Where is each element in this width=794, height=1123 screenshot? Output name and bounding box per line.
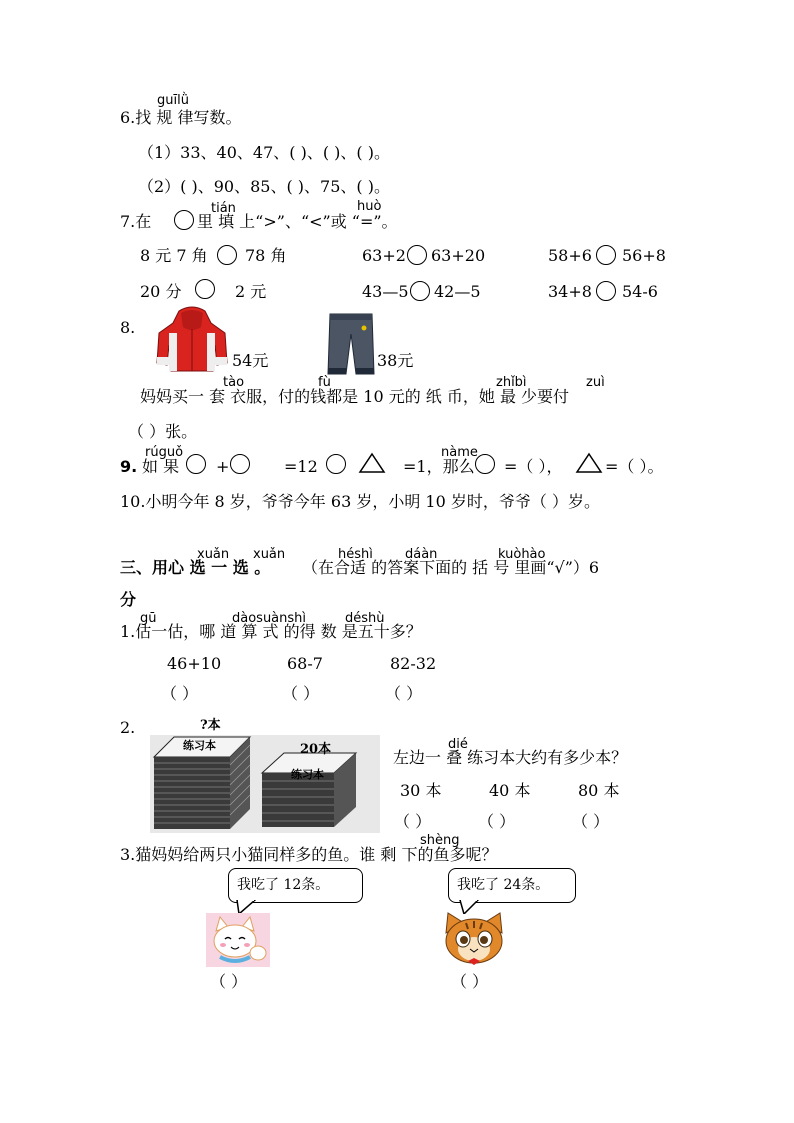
answer-paren[interactable]: （ ） — [385, 684, 423, 703]
speech-bubble — [448, 868, 576, 903]
q7-item-right: 54-6 — [622, 282, 658, 301]
pinyin-fu: fù — [318, 375, 331, 390]
compare-circle[interactable] — [596, 245, 616, 265]
q6-title: 6.找 规 律写数。 — [120, 108, 242, 127]
compare-circle[interactable] — [195, 279, 215, 299]
known-count-label: 20本 — [300, 742, 332, 757]
pinyin-die: dié — [448, 737, 468, 752]
q7-item-right: 78 角 — [245, 246, 287, 265]
q7-item-left: 63+2 — [362, 246, 406, 265]
circle-symbol — [326, 454, 346, 474]
s1-option: 82-32 — [390, 654, 437, 673]
compare-circle — [174, 210, 194, 230]
q9-answer2: =（ ）。 — [605, 457, 664, 476]
q7-item-right: 63+20 — [431, 246, 486, 265]
red-hoodie-icon — [155, 305, 229, 375]
unknown-count-label: ?本 — [200, 718, 221, 733]
price-hoodie: 54元 — [232, 351, 269, 370]
white-kitten-icon — [206, 913, 270, 967]
s2-question: 左边一 叠 练习本大约有多少本？ — [393, 748, 628, 767]
q6-line1: （1）33、40、47、( )、( )、( )。 — [138, 143, 390, 162]
s2-number: 2. — [120, 718, 136, 737]
q7-prefix: 7.在 — [120, 212, 152, 231]
q7-item-right: 2 元 — [235, 282, 267, 301]
q8-number: 8. — [120, 318, 136, 337]
q9-eq1: =1，那么 — [403, 457, 475, 476]
circle-symbol — [230, 454, 250, 474]
s2-option: 80 本 — [578, 781, 620, 800]
pinyin-gu: gū — [140, 611, 157, 626]
pinyin-heshi: héshì — [338, 547, 373, 562]
pinyin-zhibi: zhǐbì — [496, 375, 527, 390]
price-jeans: 38元 — [377, 351, 414, 370]
pinyin-xuan: xuǎn — [253, 547, 286, 562]
q7-item-right: 42—5 — [434, 282, 481, 301]
q10-text: 10.小明今年 8 岁，爷爷今年 63 岁，小明 10 岁时，爷爷（ ）岁。 — [120, 492, 600, 511]
speech-bubble — [228, 868, 363, 903]
answer-paren[interactable]: （ ） — [478, 812, 516, 831]
compare-circle[interactable] — [410, 281, 430, 301]
pinyin-xuan: xuǎn — [197, 547, 230, 562]
q7-item-left: 58+6 — [548, 246, 592, 265]
s1-option: 46+10 — [167, 654, 222, 673]
q9-plus: + — [216, 457, 230, 476]
orange-kitten-icon — [440, 911, 508, 969]
bubble-text: 我吃了 12条。 — [237, 877, 330, 893]
pinyin-tao: tào — [223, 375, 245, 390]
q7-item-left: 20 分 — [140, 282, 182, 301]
pinyin-guilv: guīlǜ — [157, 93, 189, 108]
triangle-symbol — [358, 452, 386, 474]
pinyin-tian: tián — [211, 201, 236, 216]
answer-paren[interactable]: （ ） — [282, 684, 320, 703]
compare-circle[interactable] — [217, 245, 237, 265]
section-score: 分 — [120, 590, 137, 609]
pinyin-zui: zuì — [586, 375, 605, 390]
pinyin-name: nàme — [441, 445, 478, 460]
pinyin-huo: huò — [357, 199, 382, 214]
q7-item-left: 8 元 7 角 — [140, 246, 208, 265]
pinyin-daosuanshi: dàosuànshì — [232, 611, 307, 626]
answer-paren[interactable]: （ ） — [210, 972, 248, 991]
pinyin-sheng: shèng — [420, 833, 460, 848]
answer-paren[interactable]: （ ） — [572, 812, 610, 831]
pinyin-kuohao: kuòhào — [498, 547, 546, 562]
pinyin-deshu: déshù — [345, 611, 385, 626]
section-instruction: （在合适 的答案下面的 括 号 里画“√”）6 — [302, 558, 600, 577]
circle-symbol — [475, 454, 495, 474]
q6-line2: （2）( )、90、85、( )、75、( )。 — [138, 177, 390, 196]
s1-title: 1.估一估，哪 道 算 式 的得 数 是五十多？ — [120, 622, 422, 641]
bubble-text: 我吃了 24条。 — [457, 877, 550, 893]
compare-circle[interactable] — [596, 281, 616, 301]
answer-paren[interactable]: （ ） — [394, 812, 432, 831]
notebook-label: 练习本 — [183, 739, 216, 752]
compare-circle[interactable] — [407, 245, 427, 265]
q7-item-left: 43—5 — [362, 282, 409, 301]
bubble-tail — [235, 900, 259, 914]
s2-option: 40 本 — [489, 781, 531, 800]
q7-item-right: 56+8 — [622, 246, 666, 265]
pinyin-daan: dáàn — [405, 547, 438, 562]
q8-text: 妈妈买一 套 衣服，付的钱都是 10 元的 纸 币，她 最 少要付 — [140, 387, 570, 406]
answer-paren[interactable]: （ ） — [451, 972, 489, 991]
s2-option: 30 本 — [400, 781, 442, 800]
notebook-label: 练习本 — [291, 768, 324, 781]
q7-suffix: 里 填 上“>”、“<”或 “=”。 — [197, 212, 398, 231]
section-title: 三、用心 选 一 选 。 — [120, 558, 271, 577]
pinyin-ruguo: rúguǒ — [145, 445, 184, 460]
q9-text: 如 果 — [142, 457, 180, 476]
q9-number: 9. — [120, 457, 138, 476]
answer-paren[interactable]: （ ） — [161, 684, 199, 703]
q8-text2: （ ）张。 — [128, 422, 198, 441]
triangle-symbol — [575, 452, 603, 474]
s3-title: 3.猫妈妈给两只小猫同样多的鱼。谁 剩 下的鱼多呢？ — [120, 845, 498, 864]
circle-symbol — [186, 454, 206, 474]
q9-eq12: =12 — [284, 457, 318, 476]
q9-answer1: =（ ）， — [504, 457, 563, 476]
jeans-icon — [326, 312, 376, 376]
s1-option: 68-7 — [287, 654, 323, 673]
q7-item-left: 34+8 — [548, 282, 592, 301]
